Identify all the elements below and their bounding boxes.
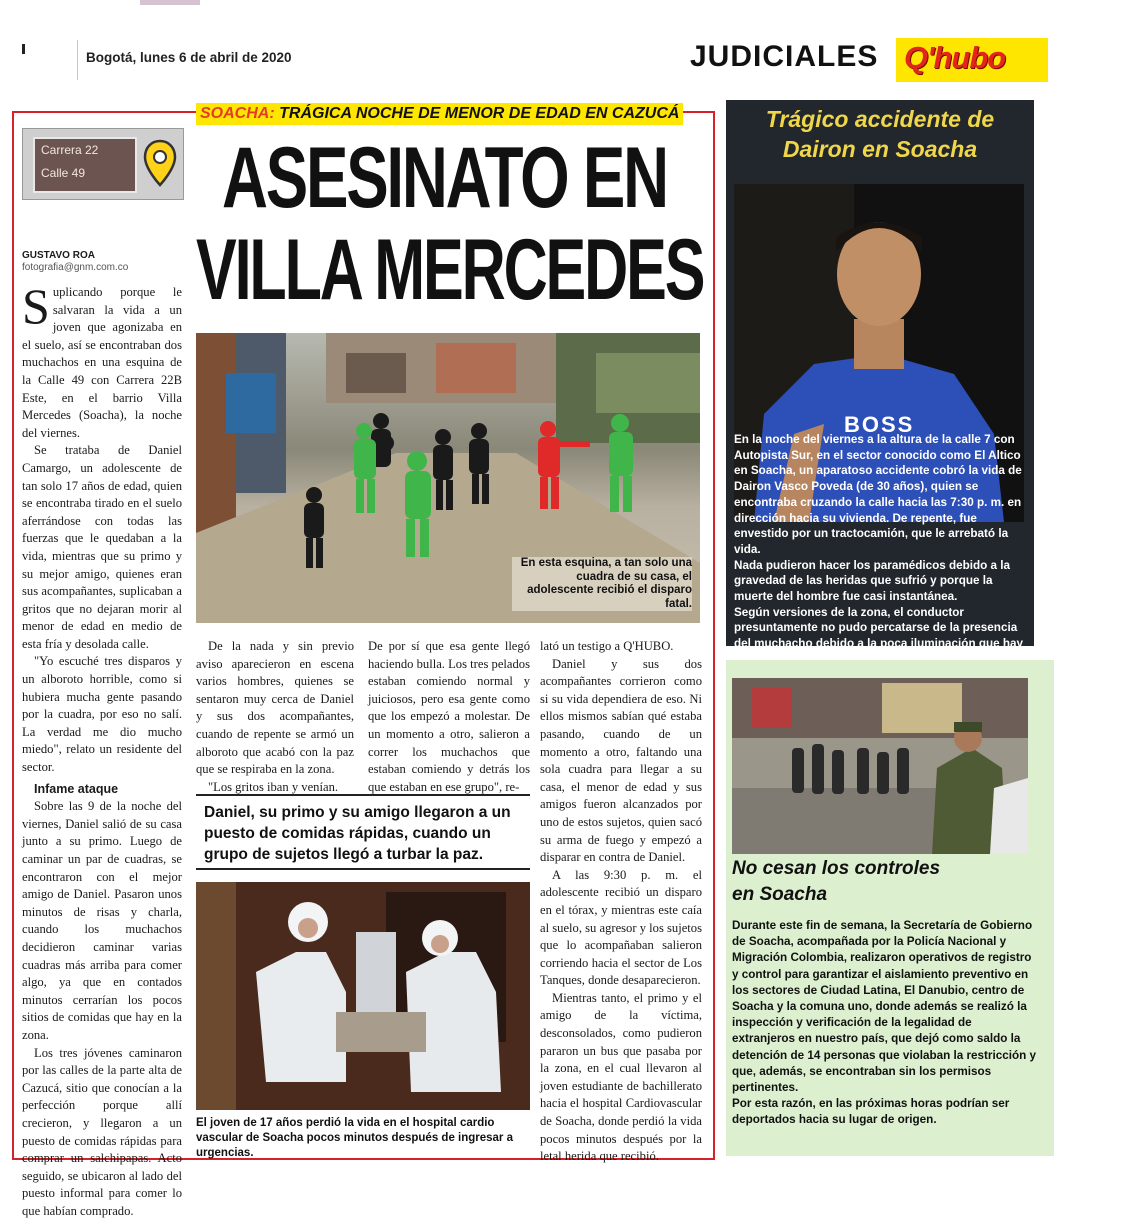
kicker: [196, 103, 683, 125]
headline-line-2: VILLA MERCEDES: [196, 222, 704, 318]
sidebar2-paragraph-2: Por esta razón, en las próximas horas podrían ser deportados hacia su lugar de origen.: [732, 1097, 1010, 1127]
col4-paragraph-1: lató un testigo a Q'HUBO.: [540, 639, 674, 653]
col2-paragraph-1: De la nada y sin previo aviso aparecieron en escena varios hombres, quienes se sentaron muy cerca de Daniel y sus dos acompañantes, cuando de repente se armó un alboroto que acabó con la paz que se respiraba en la zona.: [196, 639, 354, 777]
sidebar1-paragraph-3: Según versiones de la zona, el conductor presuntamente no pudo percatarse de la presencia del muchacho debido a la poca iluminación que hay: [734, 605, 1023, 651]
byline-email: fotografia@gnm.com.co: [22, 262, 129, 273]
column-3: [368, 638, 530, 796]
sidebar1-paragraph-1: En la noche del viernes a la altura de la calle 7 con Autopista Sur, en el sector conocido como El Altico en Soacha, un aparatoso accidente cobró la vida de Dairon Vasco Poveda (de 30 años), quien se encontraba cruzando la calle hacia las 7:30 p. m. en dirección hacia su vivienda. De repente, fue envestido por un tractocamión, que le arrebató la vida.: [734, 433, 1022, 556]
shirt-logo-text: BOSS: [844, 412, 915, 437]
sidebar-accident: [726, 100, 1034, 651]
col4-paragraph-2: Daniel y sus dos acompañantes corrieron como si su vida dependiera de eso. Ni ellos mismos sabían qué estaba pasando, cuando de un momento a otro, faltando una sola cuadra para llegar a su casa, el menor de edad y sus amigos fueron alcanzados por uno de estos sujetos, quien sacó su arma de fuego y empezó a disparar en contra de Daniel.: [540, 656, 702, 865]
brand-logo: [896, 38, 1048, 82]
pullquote: Daniel, su primo y su amigo llegaron a un puesto de comidas rápidas, cuando un grupo de sujetos llegó a turbar la paz.: [204, 804, 511, 863]
sidebar1-body: [734, 432, 1026, 668]
photo2-caption: El joven de 17 años perdió la vida en el hospital cardio vascular de Soacha pocos minutos después de ingresar a urgencias.: [196, 1117, 514, 1159]
sidebar2-title-line-1: No cesan los controles: [732, 858, 941, 879]
col1-subhead: Infame ataque: [34, 781, 119, 796]
sidebar2-title-line-2: en Soacha: [732, 884, 828, 905]
photo1-caption: En esta esquina, a tan solo una cuadra de su casa, el adolescente recibió el disparo fatal.: [512, 557, 692, 611]
hospital-photo: [196, 882, 530, 1110]
pullquote-rule-bottom: [196, 868, 530, 870]
column-1: [22, 278, 182, 1220]
sidebar-controls: [726, 660, 1054, 1156]
header-divider: [77, 40, 78, 80]
sidebar1-paragraph-2: Nada pudieron hacer los paramédicos debido a la gravedad de las heridas que sufrió y porque la muerte del hombre fue casi instantánea.: [734, 558, 1011, 604]
location-pin-icon: [143, 139, 177, 187]
col1-paragraph-4: Sobre las 9 de la noche del viernes, Daniel salió de su casa junto a su primo. Luego de caminar un par de cuadras, se encontraron con el mejor amigo de Daniel. Pasaron unos minutos de risas y charla, cuando los muchachos decidieron caminar varias cuadras más arriba para comer algo, ya que en contados minutos cerrarían los pocos sitios de comidas que hay en la zona.: [22, 799, 182, 1042]
headline-line-1: ASESINATO EN: [222, 130, 667, 226]
sidebar2-body: [732, 918, 1036, 1129]
street-sign-line-2: Calle 49: [41, 166, 86, 180]
kicker-text: TRÁGICA NOCHE DE MENOR DE EDAD EN CAZUCÁ: [279, 105, 680, 122]
col4-paragraph-4: Mientras tanto, el primo y el amigo de la víctima, desconsolados, como pudieron pararon un bus que pasaba por la zona, en el cual llevaron al joven estudiante de bachillerato hacia el hospital Cardiovascular de Soacha, donde perdió la vida pocos minutos después por la letal herida que recibió.: [540, 990, 702, 1164]
police-checkpoint-photo: [732, 678, 1028, 854]
sidebar1-title-line-1: Trágico accidente de: [765, 106, 995, 132]
header-date: Bogotá, lunes 6 de abril de 2020: [86, 50, 292, 65]
sidebar1-title-line-2: Dairon en Soacha: [782, 136, 978, 162]
checkpoint-drawing: [732, 678, 1028, 854]
scan-artifact: [140, 0, 200, 5]
hospital-drawing: [196, 882, 530, 1110]
pullquote-rule-top: [196, 794, 530, 796]
dropcap: S: [22, 278, 50, 334]
street-sign-image: [22, 128, 184, 200]
sidebar2-paragraph-1: Durante este fin de semana, la Secretaría de Gobierno de Soacha, acompañada por la Policía Nacional y Migración Colombia, realizaron operativos de registro y control para garantizar el aislamiento preventivo en los sectores de Ciudad Latina, El Danubio, centro de Soacha y la comuna uno, donde además se realizó la inspección y verificación de la legalidad de extranjeros en nuestro país, que dejó como saldo la detención de 14 personas que violaban la restricción y que, además, se encontraban sin los permisos pertinentes.: [732, 919, 1036, 1095]
section-title: JUDICIALES: [690, 40, 879, 73]
col1-paragraph-3: "Yo escuché tres disparos y un alboroto horrible, como si hubiera mucha gente pasando por la cuadra, por eso no salí. La verdad me dio mucho miedo", relato un residente del sector.: [22, 654, 182, 775]
col3-paragraph-1: De por sí que esa gente llegó haciendo bulla. Los tres pelados estaban comiendo normal y juiciosos, pero esa gente como que los empezó a molestar. De un momento a otro, salieron a correr los muchachos que estaban comiendo y detrás los que estaban en ese grupo", re-: [368, 639, 530, 794]
column-4: [540, 638, 702, 1166]
col1-paragraph-5: Los tres jóvenes caminaron por las calles de la parte alta de Cazucá, sitio que conocían a la perfección porque allí crecieron, y llegaron a un puesto de comidas rápidas para comprar un salchipapas. Acto seguido, se ubicaron al lado del puesto informal para comer lo que habían comprado.: [22, 1045, 182, 1218]
column-2: [196, 638, 354, 796]
col2-paragraph-2: "Los gritos iban y venían.: [208, 779, 339, 794]
header-left-rule: [22, 44, 25, 54]
brand-logo-text: Q'hubo: [904, 40, 1006, 75]
kicker-place: SOACHA:: [200, 105, 275, 122]
byline-name: GUSTAVO ROA: [22, 250, 95, 261]
street-scene-photo: [196, 333, 700, 623]
col1-paragraph-2: Se trataba de Daniel Camargo, un adolescente de tan solo 17 años de edad, quien se encontraba tirado en el suelo aferrándose con todas las fuerzas que le quedaban a la vida, mientras que su primo y su mejor amigo, quienes eran sus acompañantes, suplicaban a gritos que no dejaran morir al menor de edad en medio de esta fría y desolada calle.: [22, 443, 182, 651]
col4-paragraph-3: A las 9:30 p. m. el adolescente recibió un disparo en el tórax, y mientras este caía al suelo, su agresor y los sujetos que lo acompañaban salieron corriendo hacia el sector de Los Tanques, donde desaparecieron.: [540, 867, 702, 988]
street-sign-line-1: Carrera 22: [41, 143, 99, 157]
col1-paragraph-1: uplicando porque le salvaran la vida a un joven que agonizaba en el suelo, así se encontraban dos muchachos en una esquina de la Calle 49 con Carrera 22B Este, en el barrio Villa Mercedes (Soacha), la noche del viernes.: [22, 285, 182, 440]
